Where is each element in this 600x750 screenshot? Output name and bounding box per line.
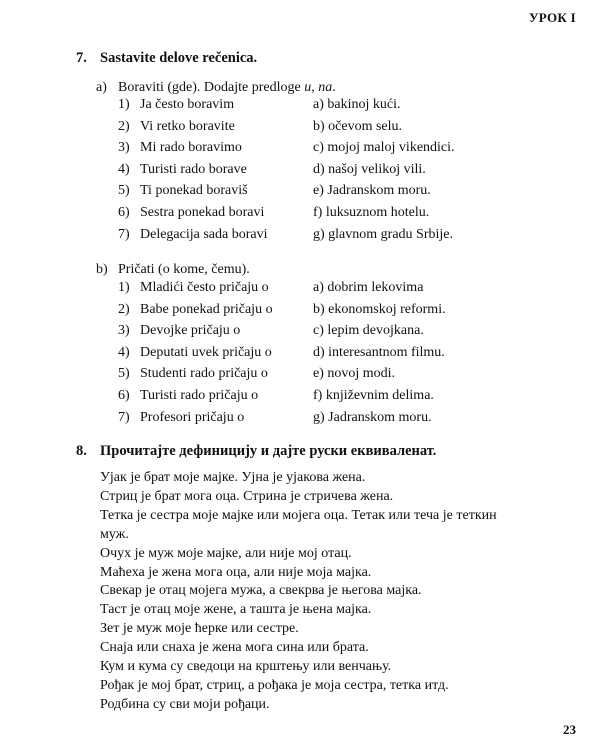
sentence-ending: b) ekonomskoj reformi. bbox=[313, 301, 446, 317]
item-number: 5) bbox=[118, 366, 130, 382]
sentence-ending: c) lepim devojkana. bbox=[313, 323, 424, 339]
match-row bbox=[0, 388, 600, 410]
sentence-ending: g) glavnom gradu Srbije. bbox=[313, 226, 453, 242]
sentence-start: Mladići često pričaju o bbox=[140, 280, 269, 295]
match-row bbox=[0, 410, 600, 432]
item-number: 6) bbox=[118, 205, 130, 220]
sentence-ending: a) bakinoj kući. bbox=[313, 97, 401, 112]
part-a-label: a) bbox=[96, 80, 107, 95]
part-b-instruction bbox=[96, 262, 250, 278]
sentence-start: Ti ponekad boraviš bbox=[140, 183, 248, 199]
match-row bbox=[0, 345, 600, 367]
match-row bbox=[0, 302, 600, 324]
sentence-ending: f) luksuznom hotelu. bbox=[313, 205, 430, 220]
definition-line: муж. bbox=[100, 526, 129, 542]
item-number: 6) bbox=[118, 388, 130, 403]
sentence-start: Turisti rado pričaju o bbox=[140, 388, 259, 403]
sentence-ending: f) književnim delima. bbox=[313, 388, 434, 403]
exercise-7-number: 7. bbox=[76, 50, 87, 66]
definition-line: Родбина су сви моји рођаци. bbox=[100, 696, 270, 712]
definition-line: Свекар је отац мојега мужа, а свекрва је његова мајка. bbox=[100, 583, 422, 599]
part-b-label: b) bbox=[96, 262, 108, 277]
sentence-ending: g) Jadranskom moru. bbox=[313, 409, 432, 425]
sentence-ending: c) mojoj maloj vikendici. bbox=[313, 140, 455, 156]
definition-line: Ујак је брат моје мајке. Ујна је ујакова жена. bbox=[100, 470, 366, 485]
match-row bbox=[0, 162, 600, 184]
item-number: 2) bbox=[118, 301, 130, 317]
match-row bbox=[0, 97, 600, 119]
part-a-sep: , bbox=[311, 80, 315, 95]
item-number: 4) bbox=[118, 344, 130, 360]
sentence-ending: a) dobrim lekovima bbox=[313, 280, 424, 295]
match-row bbox=[0, 205, 600, 227]
item-number: 7) bbox=[118, 226, 130, 242]
definition-line: Таст је отац моје жене, а ташта је њена мајка. bbox=[100, 602, 372, 618]
item-number: 3) bbox=[118, 323, 130, 339]
match-row bbox=[0, 183, 600, 205]
definition-line: Снаја или снаха је жена мога сина или брата. bbox=[100, 640, 369, 656]
sentence-start: Vi retko boravite bbox=[140, 118, 235, 134]
lesson-header: УРОК I bbox=[528, 10, 576, 25]
sentence-start: Sestra ponekad boravi bbox=[140, 205, 265, 220]
sentence-start: Delegacija sada boravi bbox=[140, 226, 268, 242]
item-number: 4) bbox=[118, 161, 130, 177]
part-a-text: Boraviti (gde). Dodajte predloge bbox=[118, 80, 301, 95]
sentence-start: Turisti rado borave bbox=[140, 161, 247, 177]
part-b-text: Pričati (o kome, čemu). bbox=[118, 262, 250, 277]
match-row bbox=[0, 140, 600, 162]
sentence-start: Deputati uvek pričaju o bbox=[140, 344, 272, 360]
match-row bbox=[0, 323, 600, 345]
item-number: 1) bbox=[118, 280, 130, 295]
sentence-ending: d) našoj velikoj vili. bbox=[313, 161, 426, 177]
sentence-start: Ja često boravim bbox=[140, 97, 235, 112]
sentence-start: Studenti rado pričaju o bbox=[140, 366, 268, 382]
item-number: 5) bbox=[118, 183, 130, 199]
sentence-ending: d) interesantnom filmu. bbox=[313, 344, 445, 360]
sentence-ending: e) Jadranskom moru. bbox=[313, 183, 431, 199]
item-number: 1) bbox=[118, 97, 130, 112]
definition-line: Стриц је брат мога оца. Стрина је стричева жена. bbox=[100, 488, 394, 504]
part-a-prep-u: u bbox=[304, 80, 312, 95]
definition-line: Зет је муж моје ћерке или сестре. bbox=[100, 621, 299, 637]
definition-line: Тетка је сестра моје мајке или мојега оца. Тетак или теча је теткин bbox=[100, 507, 497, 523]
sentence-start: Mi rado boravimo bbox=[140, 140, 242, 156]
sentence-start: Babe ponekad pričaju o bbox=[140, 301, 273, 317]
sentence-ending: e) novoj modi. bbox=[313, 366, 396, 382]
match-row bbox=[0, 227, 600, 249]
match-row bbox=[0, 119, 600, 141]
definition-line: Очух је муж моје мајке, али није мој отац. bbox=[100, 545, 352, 561]
definition-line: Рођак је мој брат, стриц, а рођака је моја сестра, тетка итд. bbox=[100, 677, 449, 693]
item-number: 7) bbox=[118, 409, 130, 425]
exercise-8-heading: Прочитајте дефиницију и дајте руски еквиваленат. bbox=[100, 443, 437, 459]
exercise-8-number: 8. bbox=[76, 443, 87, 459]
match-row bbox=[0, 366, 600, 388]
item-number: 3) bbox=[118, 140, 130, 156]
sentence-ending: b) očevom selu. bbox=[313, 118, 403, 134]
part-a-instruction bbox=[96, 80, 336, 96]
part-a-prep-na: na bbox=[318, 80, 333, 95]
definition-line: Кум и кума су сведоци на крштењу или венчању. bbox=[100, 659, 392, 674]
item-number: 2) bbox=[118, 118, 130, 134]
exercise-7-heading: Sastavite delove rečenica. bbox=[100, 50, 258, 66]
sentence-start: Devojke pričaju o bbox=[140, 323, 241, 339]
sentence-start: Profesori pričaju o bbox=[140, 409, 245, 425]
part-a-end: . bbox=[332, 80, 336, 95]
definition-line: Маћеха је жена мога оца, али није моја мајка. bbox=[100, 564, 372, 580]
page-number: 23 bbox=[563, 722, 576, 737]
match-row bbox=[0, 280, 600, 302]
